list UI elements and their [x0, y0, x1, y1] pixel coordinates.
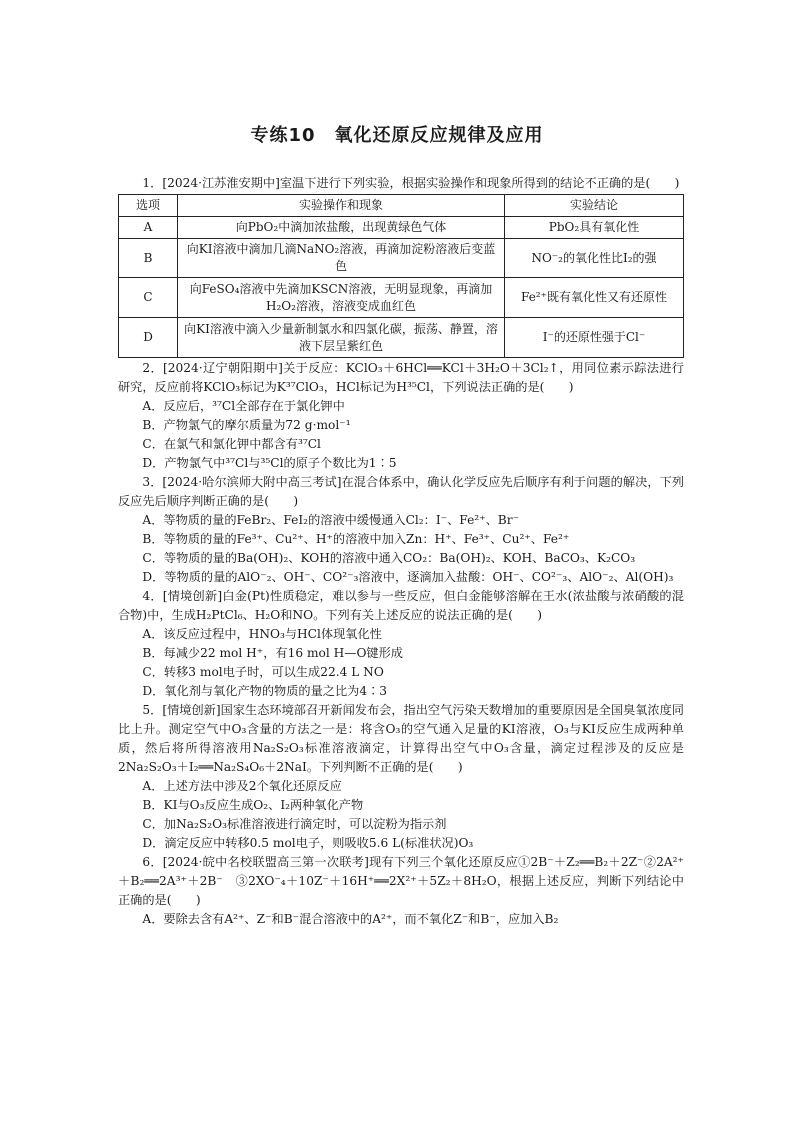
table-header-row [119, 195, 684, 217]
q5-option-c: C．加Na₂S₂O₃标准溶液进行滴定时，可以淀粉为指示剂 [142, 817, 447, 831]
q3-stem: 3．[2024·哈尔滨师大附中高三考试]在混合体系中，确认化学反应先后顺序有利于问题的解决，下列反应先后顺序判断正确的是( ) [118, 475, 684, 508]
experiment-table [118, 194, 684, 358]
table-row [119, 278, 684, 318]
row-conclusion: Fe²⁺既有氧化性又有还原性 [505, 278, 684, 318]
row-conclusion: NO⁻₂的氧化性比I₂的强 [505, 239, 684, 278]
q1-stem: 1．[2024·江苏淮安期中]室温下进行下列实验，根据实验操作和现象所得到的结论不正确的是( ) [142, 176, 680, 190]
row-option: B [119, 239, 178, 278]
row-conclusion: I⁻的还原性强于Cl⁻ [505, 318, 684, 358]
row-operation: 向KI溶液中滴入少量新制氯水和四氯化碳，振荡、静置，溶液下层呈紫红色 [178, 318, 505, 358]
q2-option-b: B．产物氯气的摩尔质量为72 g·mol⁻¹ [142, 418, 351, 432]
row-option: C [119, 278, 178, 318]
q3-option-c: C．等物质的量的Ba(OH)₂、KOH的溶液中通入CO₂：Ba(OH)₂、KOH、BaCO₃、K₂CO₃ [142, 551, 636, 565]
table-row [119, 318, 684, 358]
q4-option-d: D．氧化剂与氧化产物的物质的量之比为4∶3 [142, 684, 388, 698]
q2-option-d: D．产物氯气中³⁷Cl与³⁵Cl的原子个数比为1∶5 [142, 456, 397, 470]
q4-stem: 4．[情境创新]白金(Pt)性质稳定，难以参与一些反应，但白金能够溶解在王水(浓盐酸与浓硝酸的混合物)中，生成H₂PtCl₆、H₂O和NO。下列有关上述反应的说法正确的是( ) [118, 589, 684, 622]
page-title: 专练10 氧化还原反应规律及应用 [250, 125, 544, 146]
q2-option-a: A．反应后，³⁷Cl全部存在于氯化钾中 [142, 399, 345, 413]
content-body [118, 174, 684, 929]
q6-stem: 6．[2024·皖中名校联盟高三第一次联考]现有下列三个氧化还原反应①2B⁻＋Z₂══B₂＋2Z⁻②2A²⁺＋B₂══2A³⁺＋2B⁻ ③2XO⁻₄＋10Z⁻＋16H⁺══2X²⁺＋5Z₂＋8H₂O，根据上述反应，判断下列结论中正确的是( ) [118, 855, 684, 907]
row-operation: 向KI溶液中滴加几滴NaNO₂溶液，再滴加淀粉溶液后变蓝色 [178, 239, 505, 278]
q3-option-a: A．等物质的量的FeBr₂、FeI₂的溶液中缓慢通入Cl₂：I⁻、Fe²⁺、Br⁻ [142, 513, 520, 527]
q2-stem: 2．[2024·辽宁朝阳期中]关于反应：KClO₃＋6HCl══KCl＋3H₂O＋3Cl₂↑，用同位素示踪法进行研究，反应前将KClO₃标记为K³⁷ClO₃，HCl标记为H³⁵Cl，下列说法正确的是( ) [118, 361, 684, 394]
q5-stem: 5．[情境创新]国家生态环境部召开新闻发布会，指出空气污染天数增加的重要原因是全国臭氧浓度同比上升。测定空气中O₃含量的方法之一是：将含O₃的空气通入足量的KI溶液，O₃与KI反应生成两种单质，然后将所得溶液用Na₂S₂O₃标准溶液滴定，计算得出空气中O₃含量，滴定过程涉及的反应是2Na₂S₂O₃＋I₂══Na₂S₄O₆＋2NaI。下列判断不正确的是( ) [118, 703, 684, 774]
q4-option-a: A．该反应过程中，HNO₃与HCl体现氧化性 [142, 627, 382, 641]
q5-option-d: D．滴定反应中转移0.5 mol电子，则吸收5.6 L(标准状况)O₃ [142, 836, 474, 850]
q6-option-a: A．要除去含有A²⁺、Z⁻和B⁻混合溶液中的A²⁺，而不氧化Z⁻和B⁻，应加入B₂ [142, 912, 559, 926]
row-conclusion: PbO₂具有氧化性 [505, 217, 684, 239]
table-row [119, 239, 684, 278]
q5-option-a: A．上述方法中涉及2个氧化还原反应 [142, 779, 342, 793]
header-conclusion: 实验结论 [505, 195, 684, 217]
q2-option-c: C．在氯气和氯化钾中都含有³⁷Cl [142, 437, 321, 451]
q4-option-c: C．转移3 mol电子时，可以生成22.4 L NO [142, 665, 384, 679]
table-row [119, 217, 684, 239]
header-option: 选项 [119, 195, 178, 217]
row-operation: 向PbO₂中滴加浓盐酸，出现黄绿色气体 [178, 217, 505, 239]
row-option: A [119, 217, 178, 239]
q4-option-b: B．每减少22 mol H⁺，有16 mol H—O键形成 [142, 646, 403, 660]
q5-option-b: B．KI与O₃反应生成O₂、I₂两种氧化产物 [142, 798, 364, 812]
row-operation: 向FeSO₄溶液中先滴加KSCN溶液，无明显现象，再滴加H₂O₂溶液，溶液变成血红色 [178, 278, 505, 318]
q3-option-b: B．等物质的量的Fe³⁺、Cu²⁺、H⁺的溶液中加入Zn：H⁺、Fe³⁺、Cu²⁺、Fe²⁺ [142, 532, 570, 546]
q3-option-d: D．等物质的量的AlO⁻₂、OH⁻、CO²⁻₃溶液中，逐滴加入盐酸：OH⁻、CO²⁻₃、AlO⁻₂、Al(OH)₃ [142, 570, 674, 584]
row-option: D [119, 318, 178, 358]
header-operation: 实验操作和现象 [178, 195, 505, 217]
